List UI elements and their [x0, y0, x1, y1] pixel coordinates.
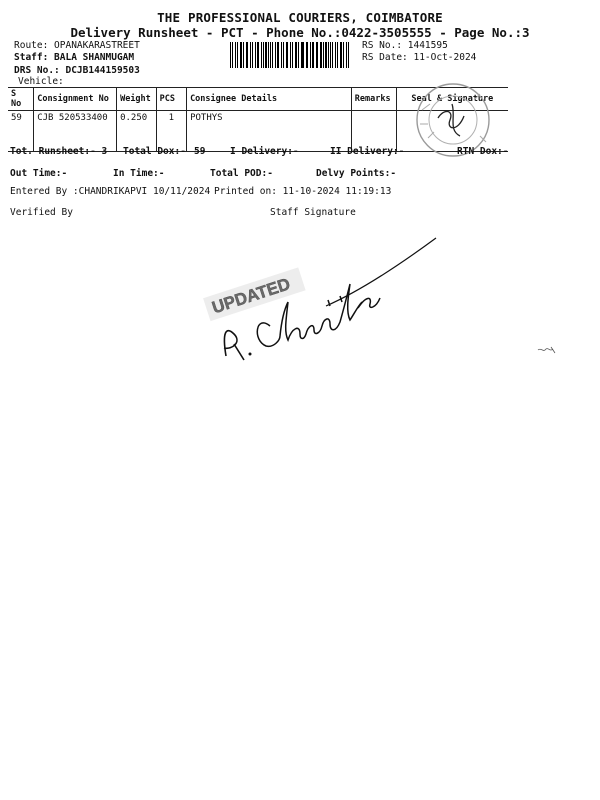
barcode-bar	[320, 42, 322, 68]
barcode-bar	[310, 42, 311, 68]
barcode-bar	[330, 42, 331, 68]
column-header: PCS	[156, 88, 186, 111]
barcode-bar	[292, 42, 293, 68]
barcode-bar	[328, 42, 329, 68]
barcode-bar	[295, 42, 297, 68]
barcode-bar	[340, 42, 342, 68]
total-runsheet: Tot. Runsheet:- 3	[10, 146, 108, 157]
barcode-bar	[290, 42, 291, 68]
barcode-bar	[335, 42, 336, 68]
rtn-dox: RTN Dox:-	[457, 146, 509, 157]
barcode-bar	[298, 42, 299, 68]
barcode-bar	[286, 42, 287, 68]
barcode-bar	[247, 42, 248, 68]
barcode-bar	[307, 42, 308, 68]
column-header: Weight	[117, 88, 157, 111]
barcode-bar	[283, 42, 284, 68]
cell-sno: 59	[8, 111, 34, 152]
printed-on: Printed on: 11-10-2024 11:19:13	[214, 186, 392, 197]
column-header: Remarks	[351, 88, 396, 111]
in-time: In Time:-	[113, 168, 165, 179]
barcode-bar	[275, 42, 276, 68]
barcode-bar	[302, 42, 303, 68]
out-time: Out Time:-	[10, 168, 68, 179]
barcode-bar	[281, 42, 282, 68]
cell-consignee: POTHYS	[187, 111, 352, 152]
barcode-bar	[325, 42, 326, 68]
barcode-icon	[230, 42, 350, 68]
column-header: Seal & Signature	[396, 88, 508, 111]
barcode-bar	[301, 42, 302, 68]
barcode-bar	[343, 42, 344, 68]
delivery-points: Delvy Points:-	[316, 168, 397, 179]
barcode-bar	[316, 42, 317, 68]
cell-weight: 0.250	[117, 111, 157, 152]
barcode-bar	[235, 42, 236, 68]
barcode-bar	[323, 42, 324, 68]
route-label: Route: OPANAKARASTREET	[14, 40, 140, 51]
barcode-bar	[306, 42, 307, 68]
staff-signature-label: Staff Signature	[270, 207, 356, 218]
barcode-bar	[263, 42, 264, 68]
first-delivery: I Delivery:-	[230, 146, 299, 157]
barcode-bar	[250, 42, 251, 68]
stamp-text: UPDATED	[209, 274, 293, 318]
handwritten-signature	[208, 236, 448, 366]
barcode-bar	[337, 42, 338, 68]
barcode-bar	[252, 42, 253, 68]
cell-consignment: CJB 520533400	[34, 111, 117, 152]
barcode-bar	[272, 42, 273, 68]
barcode-bar	[240, 42, 242, 68]
staff-label: Staff: BALA SHANMUGAM	[14, 52, 135, 63]
barcode-bar	[232, 42, 233, 68]
barcode-bar	[312, 42, 313, 68]
entered-by: Entered By :CHANDRIKAPVI 10/11/2024	[10, 186, 211, 197]
total-pod: Total POD:-	[210, 168, 273, 179]
verified-by: Verified By	[10, 207, 73, 218]
runsheet-heading: Delivery Runsheet - PCT - Phone No.:0422-3505555 - Page No.:3	[70, 25, 530, 40]
barcode-bar	[255, 42, 256, 68]
barcode-bar	[230, 42, 231, 68]
column-header: Consignee Details	[187, 88, 352, 111]
second-delivery: II Delivery:-	[330, 146, 405, 157]
barcode-bar	[287, 42, 288, 68]
barcode-bar	[277, 42, 279, 68]
barcode-bar	[270, 42, 271, 68]
barcode-bar	[237, 42, 238, 68]
barcode-bar	[246, 42, 247, 68]
margin-mark-icon	[537, 340, 557, 350]
column-header: S No	[8, 88, 34, 111]
barcode-bar	[268, 42, 269, 68]
rs-date: RS Date: 11-Oct-2024	[362, 52, 477, 63]
barcode-bar	[261, 42, 262, 68]
column-header: Consignment No	[34, 88, 117, 111]
total-dox-value: 59	[194, 146, 206, 157]
barcode-bar	[332, 42, 333, 68]
barcode-bar	[265, 42, 266, 68]
barcode-bar	[346, 42, 347, 68]
drs-number: DRS No.: DCJB144159503	[14, 65, 140, 76]
barcode-bar	[257, 42, 259, 68]
total-dox-label: Total Dox:-	[123, 146, 186, 157]
barcode-bar	[243, 42, 244, 68]
barcode-bar	[348, 42, 349, 68]
company-title: THE PROFESSIONAL COURIERS, COIMBATORE	[157, 10, 443, 25]
cell-pcs: 1	[156, 111, 186, 152]
rs-number: RS No.: 1441595	[362, 40, 448, 51]
barcode-bar	[317, 42, 318, 68]
vehicle-label: Vehicle:	[18, 76, 64, 87]
